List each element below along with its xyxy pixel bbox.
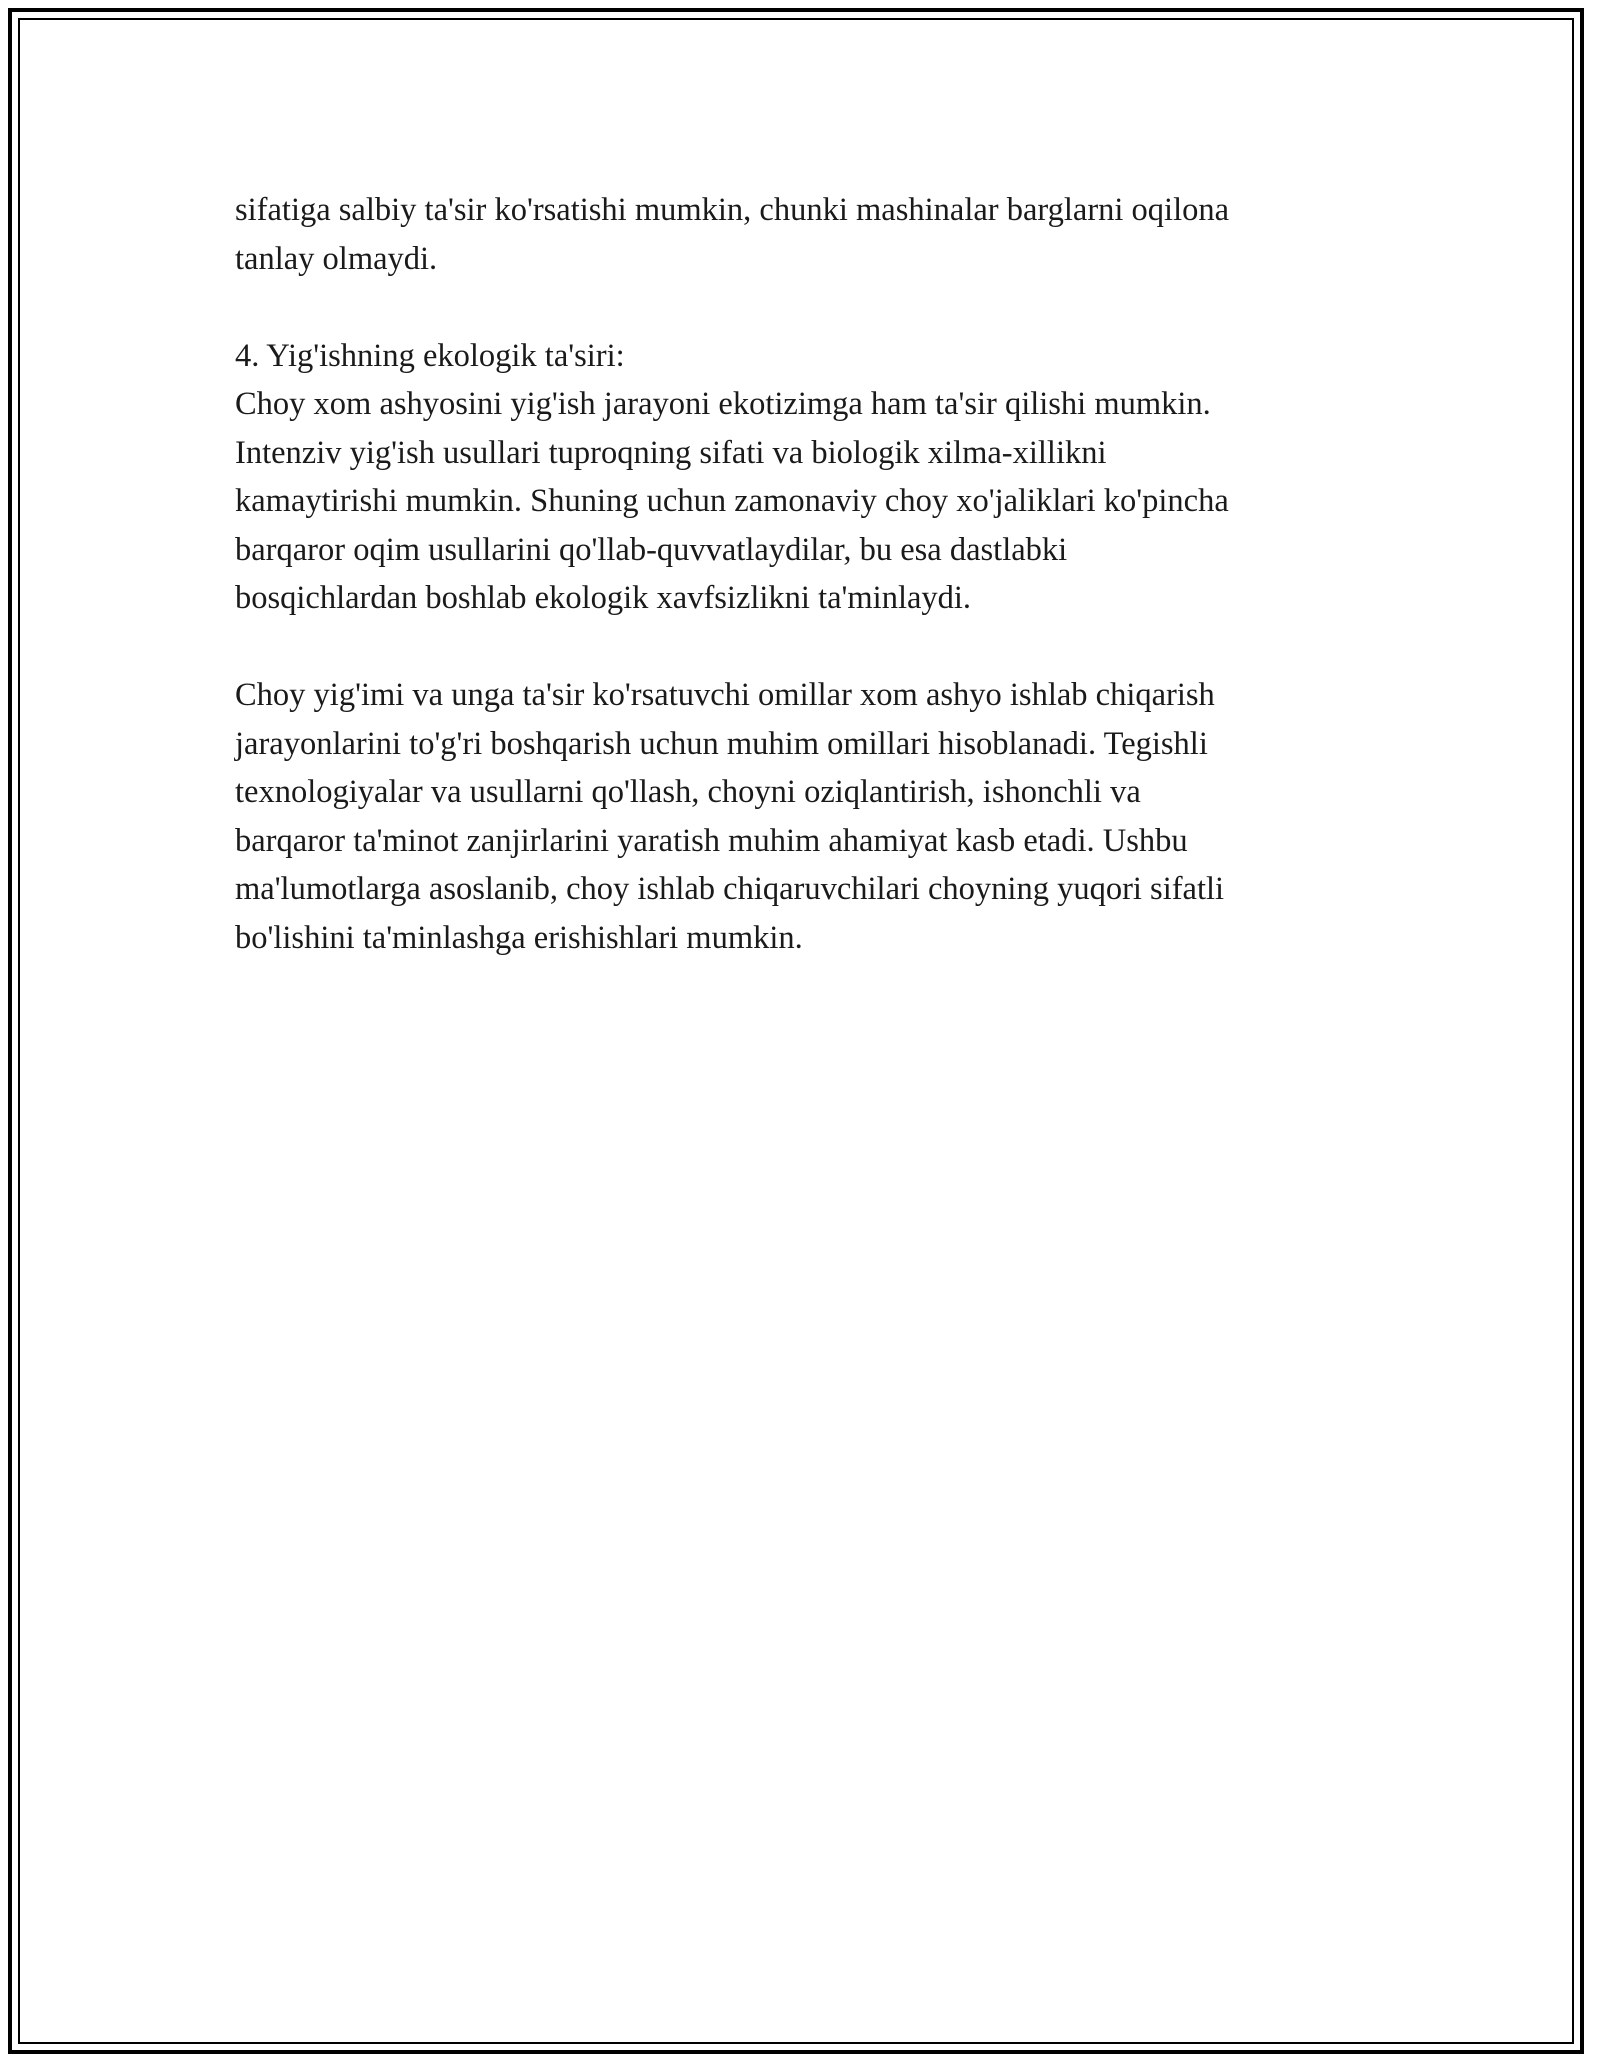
document-body xyxy=(235,186,1375,962)
section-heading: 4. Yig'ishning ekologik ta'siri: xyxy=(235,337,625,374)
continuation-paragraph: sifatiga salbiy ta'sir ko'rsatishi mumkin, chunki mashinalar barglarni oqilona tanlay olmaydi. xyxy=(235,192,1230,277)
paragraph-gap xyxy=(235,283,1375,332)
conclusion-paragraph: Choy yig'imi va unga ta'sir ko'rsatuvchi omillar xom ashyo ishlab chiqarish jarayonlarini to'g'ri boshqarish uchun muhim omillari hisoblanadi. Tegishli texnologiyalar va usullarni qo'llash, choyni oziqlantirish, ishonchli va barqaror ta'minot zanjirlarini yaratish muhim ahamiyat kasb etadi. Ushbu ma'lumotlarga asoslanib, choy ishlab chiqaruvchilari choyning yuqori sifatli bo'lishini ta'minlashga erishishlari mumkin. xyxy=(235,677,1225,956)
paragraph-gap xyxy=(235,623,1375,672)
section-paragraph: Choy xom ashyosini yig'ish jarayoni ekotizimga ham ta'sir qilishi mumkin. Intenziv yig'ish usullari tuproqning sifati va biologik xilma-xillikni kamaytirishi mumkin. Shuning uchun zamonaviy choy xo'jaliklari ko'pincha barqaror oqim usullarini qo'llab-quvvatlaydilar, bu esa dastlabki bosqichlardan boshlab ekologik xavfsizlikni ta'minlaydi. xyxy=(235,386,1229,616)
